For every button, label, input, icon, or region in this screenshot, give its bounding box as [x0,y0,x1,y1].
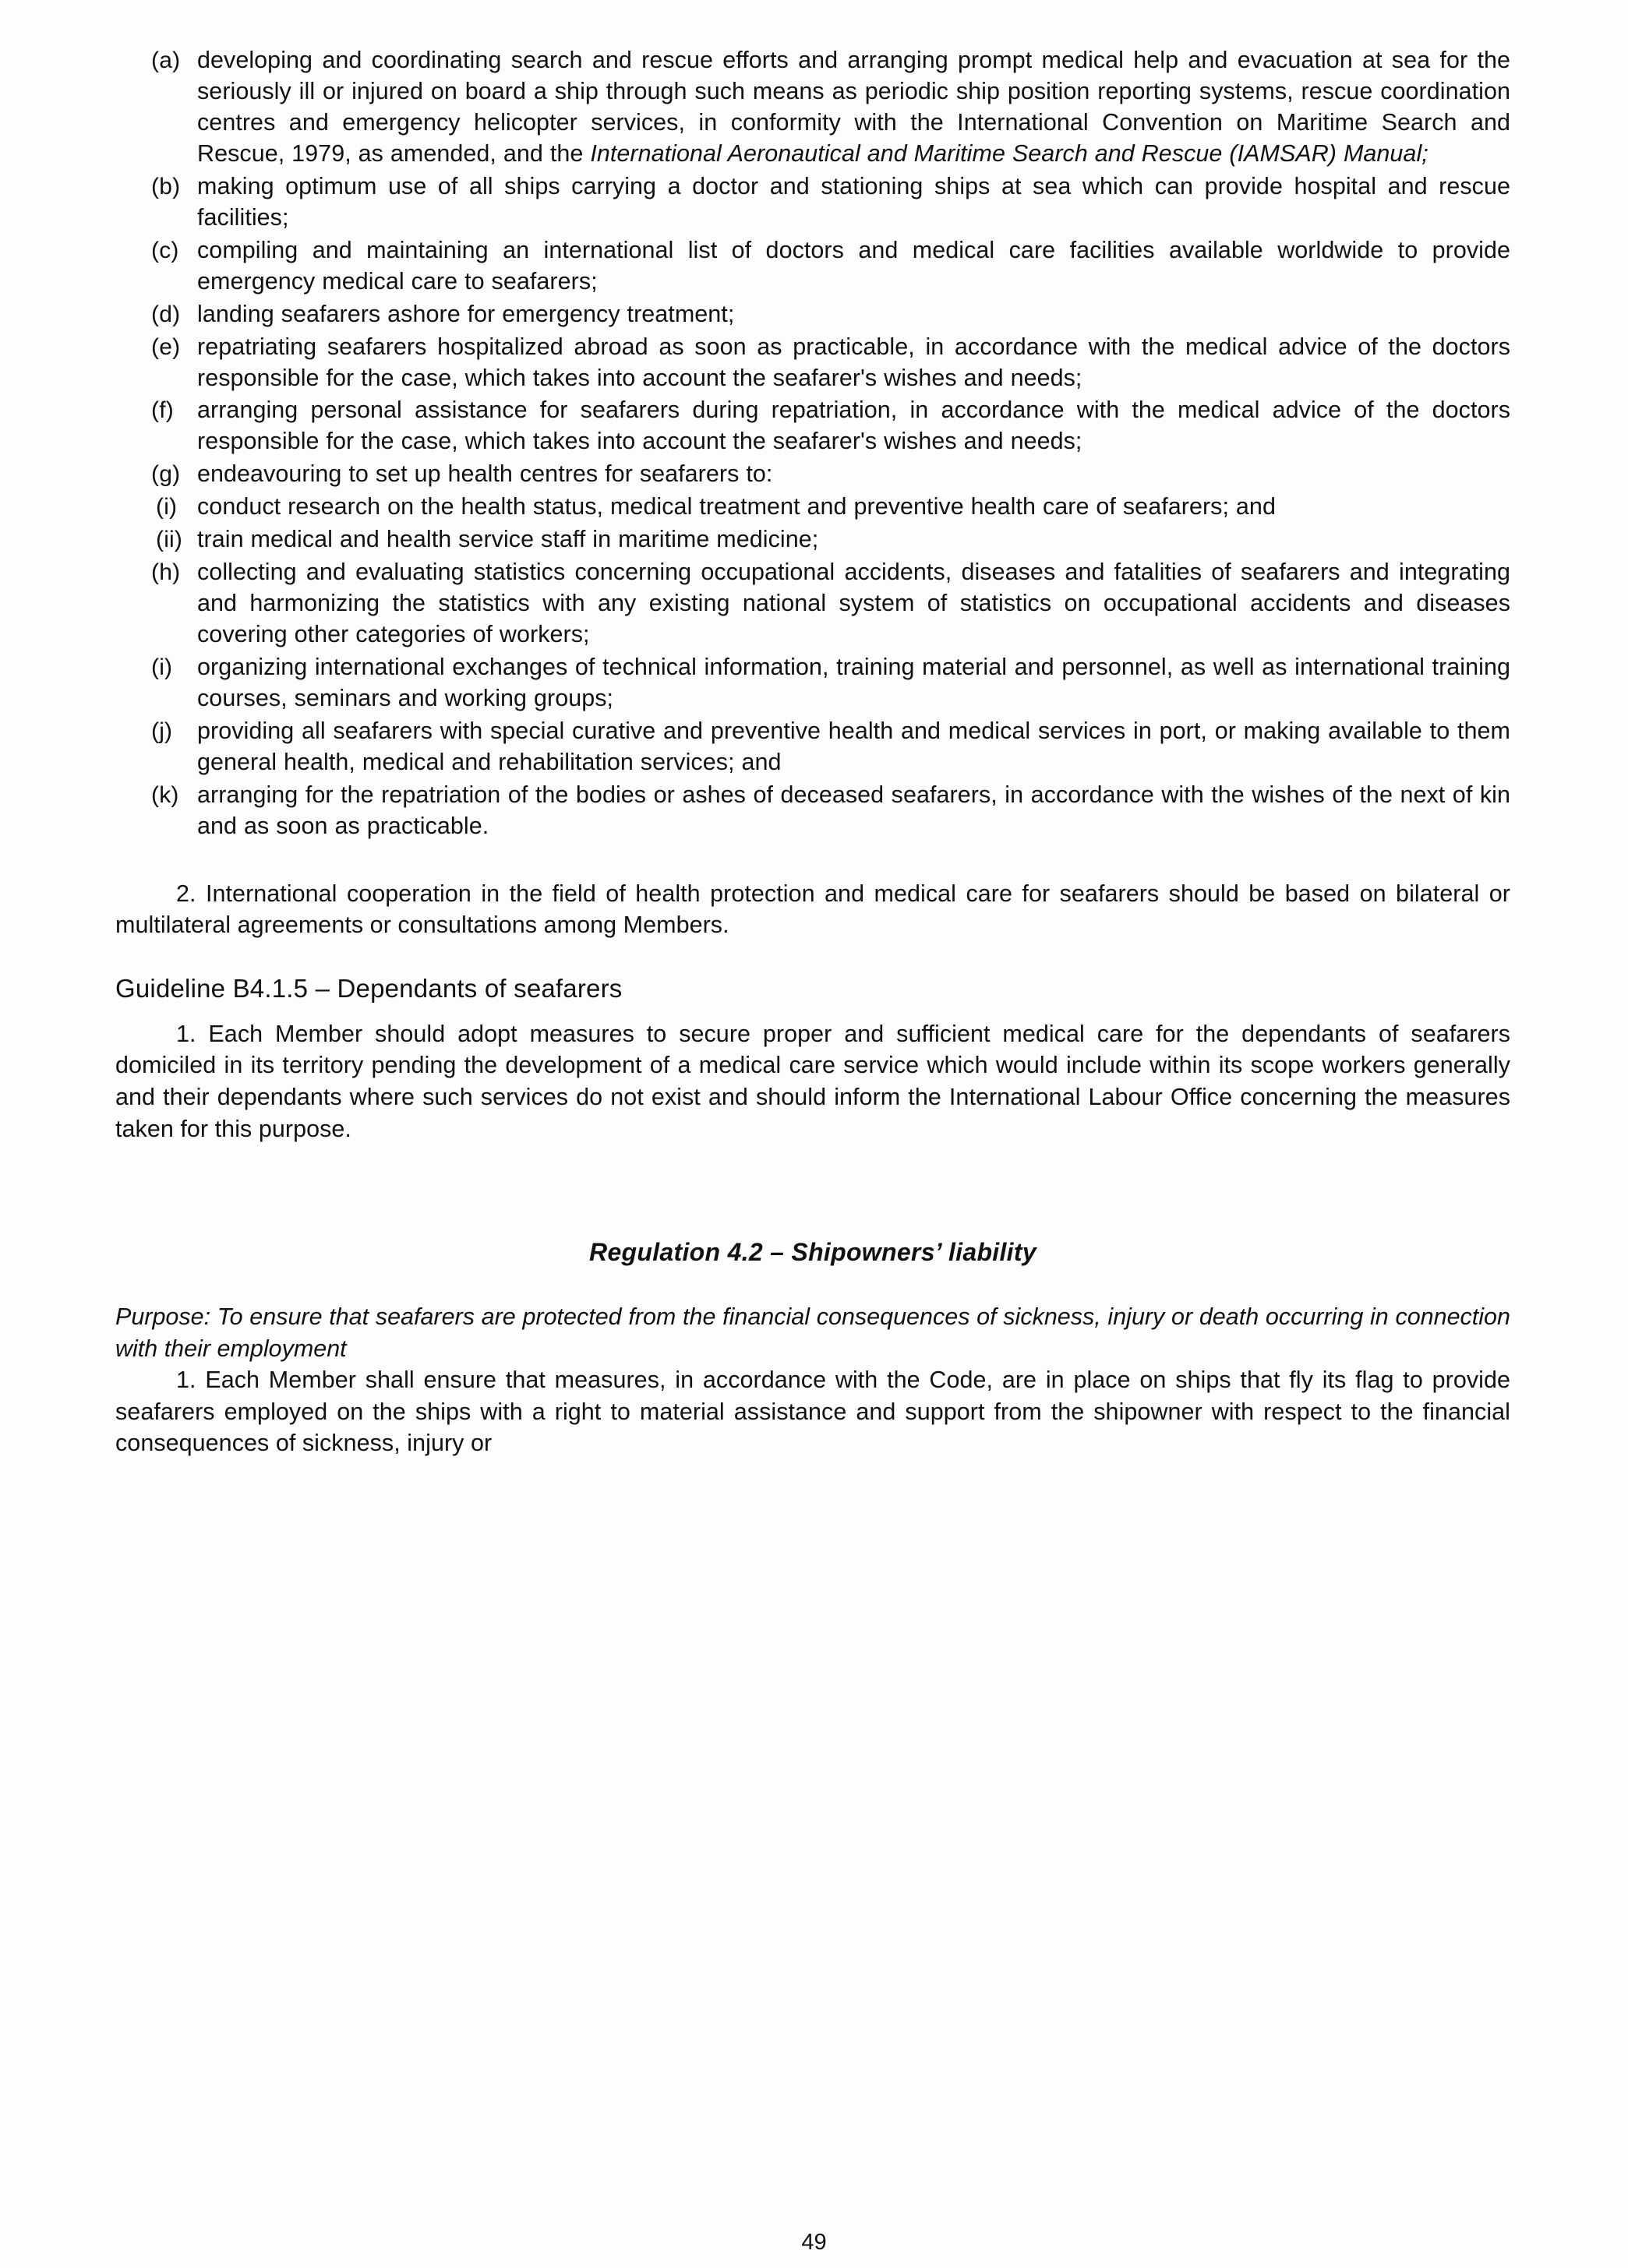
list-item-text: train medical and health service staff in maritime medicine; [197,526,819,553]
list-item-text [197,45,1510,170]
list-item [115,652,1510,714]
page-content [115,45,1510,1459]
list-item-text: making optimum use of all ships carrying a doctor and stationing ships at sea which can provide hospital and rescue facilities; [197,172,1510,231]
list-marker: (j) [151,718,173,745]
list-marker: (f) [151,397,174,424]
list-item [115,459,1510,490]
guideline-heading: Guideline B4.1.5 – Dependants of seafarers [115,973,623,1003]
list-item-text: arranging personal assistance for seafarers during repatriation, in accordance with the medical advice of the doctors responsible for the case, which takes into account the seafarer's wishes and needs; [197,397,1510,455]
list-marker: (b) [151,173,181,199]
list-item [115,299,1510,330]
list-item [115,524,1510,556]
list-item [115,780,1510,842]
list-marker: (d) [151,301,181,327]
list-marker: (ii) [156,527,183,553]
spacer [115,844,1510,878]
page-number: 49 [801,2230,827,2255]
list-item [115,332,1510,394]
list-item-text: compiling and maintaining an international list of doctors and medical care facilities available worldwide to provide emergency medical care to seafarers; [197,236,1510,295]
list-marker: (e) [151,333,181,360]
list-item [115,557,1510,651]
list-item-text: collecting and evaluating statistics concerning occupational accidents, diseases and fatalities of seafarers and integrating and harmonizing the statistics with any existing national system of statistics on occupational accidents and diseases covering other categories of workers; [197,559,1510,648]
list-item-text: endeavouring to set up health centres for seafarers to: [197,460,773,488]
list-item [115,45,1510,170]
spacer [115,941,1510,965]
regulation-paragraph-1: 1. Each Member shall ensure that measures, in accordance with the Code, are in place on ships that fly its flag to provide seafarers employed on the ships with a right to material assistance and support from the shipowner with respect to the financial consequences of sickness, injury or [115,1367,1510,1457]
list-marker: (c) [151,237,179,263]
list-marker: (k) [151,781,179,808]
regulation-heading: Regulation 4.2 – Shipowners’ liability [589,1238,1036,1267]
guideline-paragraph-1: 1. Each Member should adopt measures to secure proper and sufficient medical care for the dependants of seafarers domiciled in its territory pending the development of a medical care service which would include within its scope workers generally and their dependants where such services do not exist and should inform the International Labour Office concerning the measures taken for this purpose. [115,1020,1510,1142]
list-marker: (i) [151,654,173,681]
list-item-text: arranging for the repatriation of the bodies or ashes of deceased seafarers, in accordance with the wishes of the next of kin and as soon as practicable. [197,781,1510,839]
purpose-statement: Purpose: To ensure that seafarers are protected from the financial consequences of sickness, injury or death occurring in connection with their employment [115,1303,1510,1362]
list-item-text: providing all seafarers with special curative and preventive health and medical services in port, or making available to them general health, medical and rehabilitation services; and [197,718,1510,775]
list-text-italic: International Aeronautical and Maritime Search and Rescue (IAMSAR) Manual; [590,139,1428,167]
spacer [115,1204,1510,1238]
paragraph-2: 2. International cooperation in the field of health protection and medical care for seafarers should be based on bilateral or multilateral agreements or consultations among Members. [115,880,1510,939]
spacer [115,1267,1510,1301]
list-item-text: conduct research on the health status, medical treatment and preventive health care of seafarers; and [197,493,1276,520]
spacer [115,1006,1510,1018]
list-item [115,171,1510,234]
list-marker: (i) [156,494,178,520]
list-item-text: landing seafarers ashore for emergency treatment; [197,300,735,327]
list-marker: (h) [151,559,181,586]
list-item [115,716,1510,778]
list-item-text: organizing international exchanges of technical information, training material and personnel, as well as international training courses, seminars and working groups; [197,654,1510,712]
spacer [115,1145,1510,1204]
list-item-text: repatriating seafarers hospitalized abroad as soon as practicable, in accordance with the medical advice of the doctors responsible for the case, which takes into account the seafarer's wishes and needs; [197,333,1510,391]
list-item [115,235,1510,298]
list-text-plain: developing and coordinating search and rescue efforts and arranging prompt medical help and evacuation at sea for the seriously ill or injured on board a ship through such means as periodic ship position reporting systems, rescue coordination centres and emergency helicopter services, in conformity with the International Convention on Maritime Search and Rescue, 1979, as amended, and the [197,47,1510,167]
list-item [115,492,1510,523]
list-item [115,395,1510,457]
list-marker: (a) [151,48,181,73]
list-marker: (g) [151,461,181,488]
